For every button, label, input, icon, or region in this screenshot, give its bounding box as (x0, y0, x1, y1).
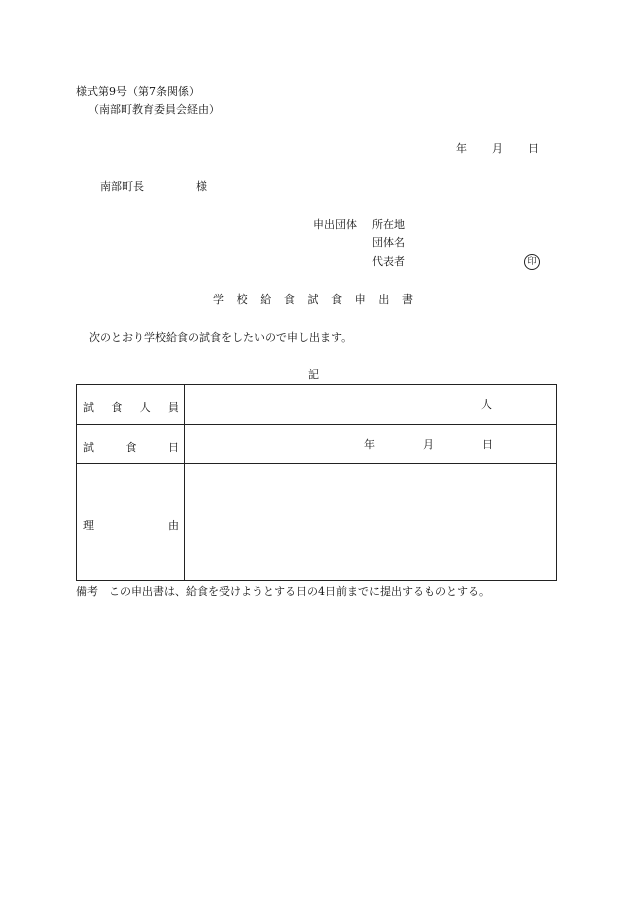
title-char: 食 (283, 293, 295, 306)
label-char: 試 (83, 441, 94, 454)
seal-mark: 印 (524, 254, 540, 270)
applicant-group-label: 申出団体 (313, 218, 357, 231)
title-char: 食 (331, 293, 343, 306)
applicant-address-label: 所在地 (372, 218, 405, 231)
row-label-date (83, 439, 179, 455)
document-title (213, 294, 413, 305)
label-char: 員 (167, 401, 179, 414)
tasting-date-year: 年 (364, 438, 375, 451)
title-char: 試 (307, 293, 319, 306)
application-table (76, 384, 557, 581)
form-number: 様式第9号（第7条関係） (76, 85, 200, 98)
table-divider (77, 424, 556, 425)
label-char: 食 (125, 441, 137, 454)
applicant-representative-label: 代表者 (372, 255, 405, 268)
label-char: 試 (83, 401, 94, 414)
title-char: 出 (378, 293, 390, 306)
table-column-divider (184, 385, 185, 580)
addressee-name: 南部町長 (100, 180, 144, 193)
ki-mark: 記 (308, 368, 319, 381)
label-char: 人 (139, 401, 151, 414)
label-char: 食 (111, 401, 123, 414)
row-label-attendees (83, 399, 179, 415)
tasting-date-day: 日 (482, 438, 493, 451)
label-char: 由 (168, 519, 179, 532)
remarks-text: 備考 この申出書は、給食を受けようとする日の4日前までに提出するものとする。 (76, 585, 490, 598)
attendees-unit: 人 (481, 398, 492, 411)
applicant-group-name-label: 団体名 (372, 236, 405, 249)
date-year: 年 (456, 142, 467, 155)
route-note: （南部町教育委員会経由） (88, 103, 220, 116)
title-char: 書 (402, 293, 413, 306)
title-char: 申 (354, 293, 366, 306)
row-label-reason (83, 517, 179, 533)
table-divider (77, 463, 556, 464)
date-month: 月 (492, 142, 503, 155)
tasting-date-month: 月 (423, 438, 434, 451)
addressee-honorific: 様 (196, 180, 207, 193)
title-char: 校 (236, 293, 248, 306)
title-char: 給 (260, 293, 272, 306)
label-char: 理 (83, 519, 94, 532)
title-char: 学 (213, 293, 224, 306)
label-char: 日 (168, 441, 179, 454)
intro-text: 次のとおり学校給食の試食をしたいので申し出ます。 (89, 331, 353, 344)
date-day: 日 (528, 142, 539, 155)
